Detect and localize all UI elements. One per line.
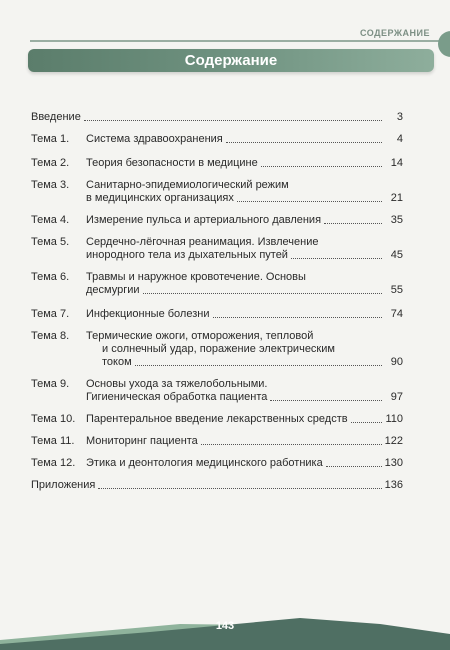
- toc-page-number: 130: [384, 457, 403, 469]
- dot-leader: [291, 257, 382, 259]
- toc-page-number: 74: [390, 308, 403, 320]
- page-number: 143: [215, 620, 235, 632]
- toc-entry-line: [31, 111, 403, 124]
- toc-entry-line: [86, 308, 403, 321]
- corner-decoration: [438, 31, 450, 57]
- toc-page-number: 110: [385, 413, 403, 425]
- toc-page-number: 90: [390, 356, 403, 368]
- toc-page-number: 122: [384, 435, 403, 447]
- toc-entry-title: Приложения: [31, 479, 96, 491]
- toc-page-number: 35: [390, 214, 403, 226]
- toc-entry-body: [86, 271, 403, 297]
- dot-leader: [324, 222, 382, 224]
- toc-topic-label: Тема 9.: [31, 378, 70, 390]
- toc-entry: [31, 435, 403, 448]
- toc-entry-title: Инфекционные болезни: [86, 308, 210, 320]
- toc-entry: [31, 111, 403, 124]
- running-title: СОДЕРЖАНИЕ: [359, 28, 430, 38]
- toc-entry-line: [86, 179, 403, 192]
- toc-entry-body: [86, 214, 403, 227]
- dot-leader: [351, 421, 382, 423]
- toc-topic-label: Тема 2.: [31, 157, 70, 169]
- toc-entry: [31, 133, 403, 146]
- toc-entry-body: [86, 236, 403, 262]
- toc-entry-title: в медицинских организациях: [86, 192, 234, 204]
- toc-entry-body: [31, 111, 403, 124]
- dot-leader: [261, 165, 382, 167]
- toc-entry-line: [31, 479, 403, 492]
- toc-page-number: 3: [396, 111, 403, 123]
- toc-entry-body: [86, 308, 403, 321]
- toc-topic-label: Тема 6.: [31, 271, 70, 283]
- toc-entry-line: [86, 249, 403, 262]
- title-banner: [28, 49, 434, 72]
- toc-page-number: 14: [390, 157, 403, 169]
- toc-page-number: 97: [390, 391, 403, 403]
- toc-entry-line: [86, 330, 403, 343]
- toc-entry-title: Система здравоохранения: [86, 133, 223, 145]
- toc-entry-line: [86, 391, 403, 404]
- dot-leader: [143, 292, 382, 294]
- toc-entry-title: Гигиеническая обработка пациента: [86, 391, 268, 403]
- toc-entry-title: током: [102, 356, 132, 368]
- toc-entry-body: [86, 413, 403, 426]
- toc-topic-label: Тема 8.: [31, 330, 70, 342]
- toc-topic-label: Тема 4.: [31, 214, 70, 226]
- dot-leader: [135, 364, 382, 366]
- toc-entry: [31, 330, 403, 369]
- toc-entry-body: [86, 457, 403, 470]
- toc-topic-label: Тема 3.: [31, 179, 70, 191]
- toc-topic-label: Тема 11.: [31, 435, 75, 447]
- toc-entry-line: [86, 343, 403, 356]
- toc-entry: [31, 157, 403, 170]
- dot-leader: [201, 443, 382, 445]
- toc-entry-line: [86, 378, 403, 391]
- toc-entry-line: [86, 284, 403, 297]
- toc-entry-title: Измерение пульса и артериального давления: [86, 214, 322, 226]
- toc-entry-title: инородного тела из дыхательных путей: [86, 249, 288, 261]
- toc-entry-line: [86, 435, 403, 448]
- toc-entry: [31, 378, 403, 404]
- toc-entry-title: Этика и деонтология медицинского работника: [86, 457, 323, 469]
- toc-entry-body: [86, 378, 403, 404]
- toc-entry-line: [86, 457, 403, 470]
- page-title: Содержание: [184, 52, 278, 69]
- toc-entry-line: [86, 214, 403, 227]
- table-of-contents: [31, 102, 403, 492]
- toc-entry: [31, 214, 403, 227]
- toc-entry-line: [86, 157, 403, 170]
- toc-entry-line: [86, 236, 403, 249]
- toc-topic-label: Тема 1.: [31, 133, 70, 145]
- toc-topic-label: Тема 12.: [31, 457, 76, 469]
- dot-leader: [270, 399, 382, 401]
- toc-entry-body: [86, 157, 403, 170]
- toc-entry: [31, 308, 403, 321]
- toc-entry-title: Введение: [31, 111, 81, 123]
- toc-entry-body: [31, 479, 403, 492]
- toc-entry-title: десмургии: [86, 284, 140, 296]
- toc-entry: [31, 179, 403, 205]
- toc-entry-line: [86, 192, 403, 205]
- toc-entry-title: Теория безопасности в медицине: [86, 157, 258, 169]
- toc-entry-title: и солнечный удар, поражение электрическим: [102, 343, 335, 355]
- toc-entry-body: [86, 133, 403, 146]
- toc-entry-body: [86, 179, 403, 205]
- dot-leader: [326, 465, 382, 467]
- dot-leader: [213, 316, 383, 318]
- toc-entry-line: [86, 413, 403, 426]
- toc-entry-title: Санитарно-эпидемиологический режим: [86, 179, 289, 191]
- toc-entry-body: [86, 330, 403, 369]
- toc-entry-title: Основы ухода за тяжелобольными.: [86, 378, 268, 390]
- toc-entry-line: [86, 133, 403, 146]
- toc-entry-body: [86, 435, 403, 448]
- toc-entry: [31, 479, 403, 492]
- dot-leader: [84, 119, 382, 121]
- toc-entry: [31, 236, 403, 262]
- toc-topic-label: Тема 5.: [31, 236, 70, 248]
- toc-page-number: 136: [384, 479, 403, 491]
- toc-entry-title: Мониторинг пациента: [86, 435, 198, 447]
- toc-page-number: 21: [390, 192, 403, 204]
- toc-entry: [31, 413, 403, 426]
- toc-page-number: 45: [390, 249, 403, 261]
- toc-entry-title: Парентеральное введение лекарственных средств: [86, 413, 348, 425]
- dot-leader: [226, 141, 382, 143]
- header-rule: [30, 40, 450, 42]
- toc-entry-title: Травмы и наружное кровотечение. Основы: [86, 271, 306, 283]
- toc-entry-title: Термические ожоги, отморожения, тепловой: [86, 330, 314, 342]
- toc-entry-line: [86, 356, 403, 369]
- toc-topic-label: Тема 7.: [31, 308, 70, 320]
- toc-page-number: 4: [396, 133, 403, 145]
- dot-leader: [237, 200, 382, 202]
- dot-leader: [98, 487, 381, 489]
- toc-entry: [31, 271, 403, 297]
- toc-entry-title: Сердечно-лёгочная реанимация. Извлечение: [86, 236, 319, 248]
- toc-topic-label: Тема 10.: [31, 413, 76, 425]
- toc-entry-line: [86, 271, 403, 284]
- toc-page-number: 55: [390, 284, 403, 296]
- toc-entry: [31, 457, 403, 470]
